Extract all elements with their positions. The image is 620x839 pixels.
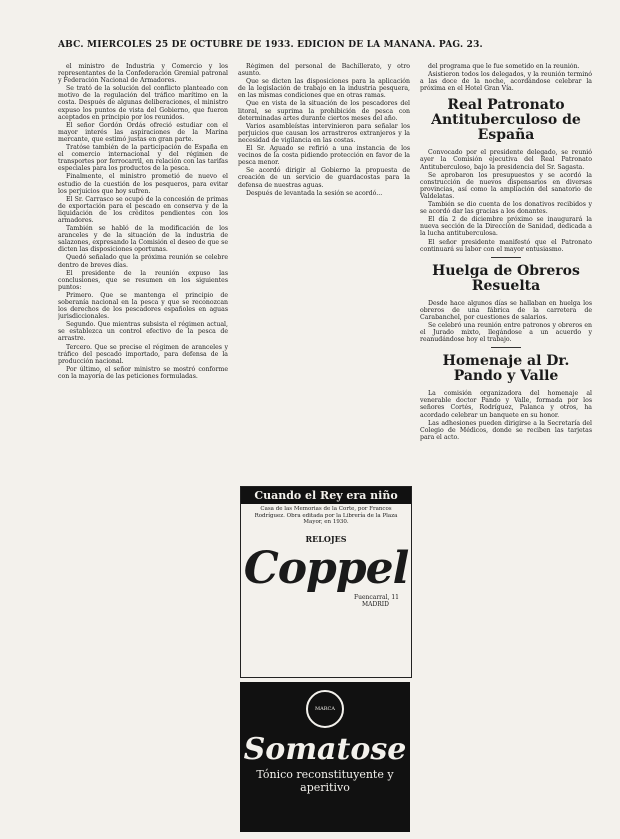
column-2 bbox=[238, 63, 410, 483]
coppel-advertisement bbox=[240, 486, 412, 678]
paragraph: Desde hace algunos días se hallaban en huelga los obreros de una fábrica de la carretera de Carabanchel, por cuestiones de salarios. bbox=[420, 299, 592, 321]
paragraph: Quedó señalado que la próxima reunión se celebre dentro de breves días. bbox=[58, 254, 228, 269]
somatose-logo: Somatose bbox=[243, 732, 407, 767]
page-header bbox=[58, 40, 598, 50]
paragraph: El Sr. Carrasco se ocupó de la concesión de primas de exportación para el pescado en conserva y de la liquidación de los créditos pendientes con los armadores. bbox=[58, 195, 228, 224]
paragraph: El señor presidente manifestó que el Patronato continuará su labor con el mayor entusiasmo. bbox=[420, 238, 592, 253]
paragraph: Primero. Que se mantenga el principio de soberanía nacional en la pesca y que se reconozcan los derechos de los pescadores españoles en aguas jurisdiccionales. bbox=[58, 291, 228, 321]
paragraph: El señor Gordón Ordás ofreció estudiar con el mayor interés las aspiraciones de la Marina mercante, que estimó justas en gran parte. bbox=[58, 121, 228, 143]
ad-subtitle: Casa de las Memorias de la Corte, por Francos Rodríguez. Obra editada por la Librería de la Plaza Mayor, en 1930. bbox=[254, 506, 398, 525]
divider bbox=[491, 257, 521, 258]
column-1 bbox=[58, 63, 228, 833]
ad-relojes-label: RELOJES bbox=[305, 533, 347, 544]
paragraph: Régimen del personal de Bachillerato, y otro asunto. bbox=[238, 63, 410, 78]
paragraph: del programa que le fue sometido en la reunión. bbox=[428, 63, 580, 70]
coppel-logo: Coppel bbox=[243, 542, 409, 594]
paragraph: Que en vista de la situación de los pescadores del litoral, se suprima la prohibición de pesca con determinadas artes durante ciertos meses del año. bbox=[238, 100, 410, 122]
paragraph: Varios asambleístas intervinieron para señalar los perjuicios que causan los arrastreros extranjeros y la necesidad de vigilancia en las costas. bbox=[238, 122, 410, 144]
paragraph: El Sr. Aguado se refirió a una instancia de los vecinos de la costa pidiendo protección en favor de la pesca menor. bbox=[238, 145, 410, 167]
paragraph: Finalmente, el ministro prometió de nuevo el estudio de la cuestión de los pesqueros, para evitar los perjuicios que hoy sufren. bbox=[58, 173, 228, 195]
paragraph: El presidente de la reunión expuso las conclusiones, que se resumen en los siguientes puntos: bbox=[58, 269, 228, 291]
paragraph: El día 2 de diciembre próximo se inaugurará la nueva sección de la Dirección de Sanidad, dedicada a la lucha antituberculosa. bbox=[420, 216, 592, 238]
paragraph: Después de levantada la sesión se acordó... bbox=[246, 189, 383, 197]
paragraph: Las adhesiones pueden dirigirse a la Secretaría del Colegio de Médicos, donde se reciben las tarjetas para el acto. bbox=[420, 419, 592, 441]
column-3 bbox=[420, 63, 592, 833]
header-text: ABC. MIERCOLES 25 DE OCTUBRE DE 1933. EDICION DE LA MAÑANA. PAG. 23. bbox=[58, 40, 483, 50]
paragraph: También se habló de la modificación de los aranceles y de la situación de la industria de salazones, expresando la Comisión el deseo de que se dicten las disposiciones oportunas. bbox=[58, 225, 228, 254]
ad-title: Cuando el Rey era niño bbox=[241, 487, 411, 504]
paragraph: Convocado por el presidente delegado, se reunió ayer la Comisión ejecutiva del Real Patronato Antituberculoso, bajo la presidencia del Sr. Sagasta. bbox=[420, 149, 592, 171]
paragraph: Tratóse también de la participación de España en el comercio internacional y del régimen de transportes por ferrocarril, en relación con las tarifas especiales para los productos de la pesca. bbox=[58, 144, 228, 173]
divider bbox=[491, 347, 521, 348]
headline-patronato: Real Patronato Antituberculoso de España bbox=[431, 97, 581, 144]
paragraph: La comisión organizadora del homenaje al venerable doctor Pando y Valle, formada por los señores Cortés, Rodríguez, Palanca y otros, ha acordado celebrar un banquete en su honor. bbox=[420, 390, 592, 419]
paragraph: Se celebró una reunión entre patronos y obreros en el Jurado mixto, llegándose a un acuerdo y reanudándose hoy el trabajo. bbox=[420, 321, 592, 344]
paragraph: Asistieron todos los delegados, y la reunión terminó a las doce de la noche, acordándose celebrar la próxima en el Hotel Gran Vía. bbox=[420, 71, 592, 93]
paragraph: Se trató de la solución del conflicto planteado con motivo de la regulación del tráfico marítimo en la costa. Después de algunas deliberaciones, el ministro expuso los puntos de vista del Gobierno, que fueron aceptados en principio por los reunidos. bbox=[58, 85, 228, 121]
paragraph: Se aprobaron los presupuestos y se acordó la construcción de nuevos dispensarios en diversas provincias, así como la ampliación del sanatorio de Valdelatas. bbox=[420, 171, 592, 200]
headline-homenaje: Homenaje al Dr. Pando y Valle bbox=[442, 353, 570, 385]
paragraph: También se dio cuenta de los donativos recibidos y se acordó dar las gracias a los donantes. bbox=[420, 201, 592, 216]
paragraph: Que se dicten las disposiciones para la aplicación de la legislación de trabajo en la industria pesquera, en las mismas condiciones que en otras ramas. bbox=[238, 78, 410, 100]
paragraph: el ministro de Industria y Comercio y los representantes de la Confederación Gremial patronal y Federación Nacional de Armadores. bbox=[58, 63, 228, 85]
paragraph: Tercero. Que se precise el régimen de aranceles y tráfico del pescado importado, para defensa de la producción nacional. bbox=[58, 343, 228, 365]
paragraph: Se acordó dirigir al Gobierno la propuesta de creación de un servicio de guardacostas para la defensa de nuestras aguas. bbox=[238, 167, 410, 189]
paragraph: Por último, el señor ministro se mostró conforme con la mayoría de las peticiones formuladas. bbox=[58, 365, 228, 380]
ad-city: MADRID bbox=[362, 600, 389, 608]
ad-address: Fuencarral, 11 bbox=[353, 593, 399, 601]
somatose-advertisement bbox=[240, 682, 410, 832]
somatose-tagline: Tónico reconstituyente y aperitivo bbox=[256, 768, 394, 794]
somatose-badge-icon: MARCA bbox=[306, 690, 344, 728]
headline-huelga: Huelga de Obreros Resuelta bbox=[432, 262, 580, 294]
paragraph: Segundo. Que mientras subsista el régimen actual, se establezca un control efectivo de la pesca de arrastre. bbox=[58, 321, 228, 343]
